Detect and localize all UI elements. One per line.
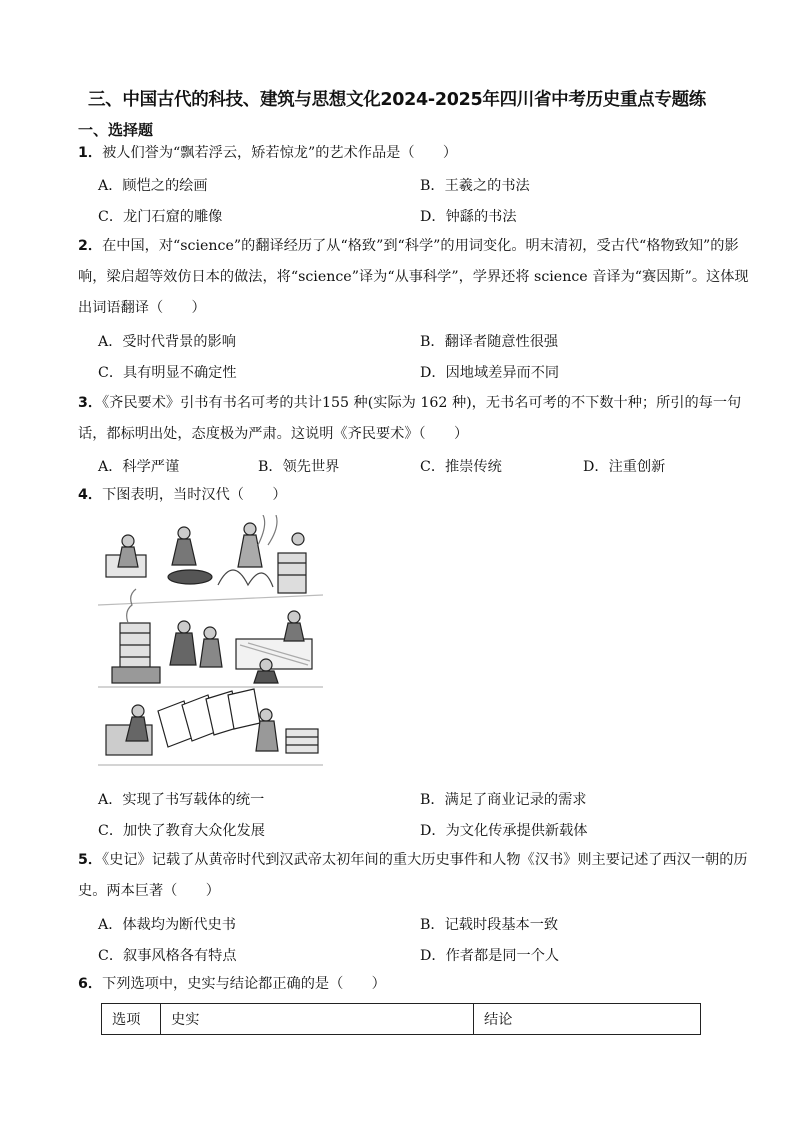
option-b: B．翻译者随意性很强: [420, 334, 559, 350]
question-number: 4．: [78, 487, 103, 503]
question-number: 2．: [78, 238, 103, 254]
question-stem: 在中国，对“science”的翻译经历了从“格致”到“科学”的用词变化。明末清初，受古代“格物致知”的影响，梁启超等效仿日本的做法，将“science”译为“从事科学”，学界还将 science 音译为“赛因斯”。这体现出词语翻译（ ）: [78, 238, 749, 316]
option-a: A．科学严谨: [98, 459, 180, 475]
table-header-row: [102, 1004, 701, 1035]
question-stem: 《史记》记载了从黄帝时代到汉武帝太初年间的重大历史事件和人物《汉书》则主要记述了西汉一朝的历史。两本巨著（ ）: [78, 852, 748, 899]
question-5: [78, 845, 750, 907]
option-b: B．满足了商业记录的需求: [420, 792, 587, 808]
table-header-cell: 史实: [161, 1004, 474, 1035]
option-c: C．具有明显不确定性: [98, 365, 237, 381]
table-header-cell: 结论: [474, 1004, 701, 1035]
question-4: [78, 480, 750, 511]
papermaking-illustration: [98, 515, 323, 772]
question-3: [78, 388, 750, 450]
option-a: A．体裁均为断代史书: [98, 917, 236, 933]
option-a: A．顾恺之的绘画: [98, 178, 208, 194]
question-number: 1．: [78, 145, 103, 161]
table-header-cell: 选项: [102, 1004, 161, 1035]
option-c: C．叙事风格各有特点: [98, 948, 237, 964]
option-b: B．王羲之的书法: [420, 178, 530, 194]
option-d: D．注重创新: [583, 459, 666, 475]
option-b: B．领先世界: [258, 459, 340, 475]
question-stem: 《齐民要术》引书有书名可考的共计155 种(实际为 162 种)，无书名可考的不下数十种；所引的每一句话，都标明出处，态度极为严肃。这说明《齐民要术》（ ）: [78, 395, 742, 442]
question-number: 6．: [78, 976, 103, 992]
option-b: B．记载时段基本一致: [420, 917, 559, 933]
option-a: A．实现了书写载体的统一: [98, 792, 265, 808]
question-6: [78, 969, 750, 1000]
question-stem: 下图表明，当时汉代（ ）: [102, 487, 287, 503]
option-d: D．为文化传承提供新载体: [420, 823, 588, 839]
option-d: D．作者都是同一个人: [420, 948, 560, 964]
option-c: C．加快了教育大众化发展: [98, 823, 265, 839]
option-d: D．因地域差异而不同: [420, 365, 560, 381]
section-heading: 一、选择题: [78, 121, 154, 139]
question-2: [78, 231, 750, 324]
option-a: A．受时代背景的影响: [98, 334, 236, 350]
option-c: C．龙门石窟的雕像: [98, 209, 223, 225]
question-6-table: [101, 1003, 701, 1035]
question-number: 3．: [78, 395, 103, 411]
option-d: D．钟繇的书法: [420, 209, 517, 225]
option-c: C．推崇传统: [420, 459, 502, 475]
page-title: 三、中国古代的科技、建筑与思想文化2024-2025年四川省中考历史重点专题练: [88, 90, 706, 110]
question-stem: 下列选项中，史实与结论都正确的是（ ）: [102, 976, 386, 992]
question-stem: 被人们誉为“飘若浮云，矫若惊龙”的艺术作品是（ ）: [102, 145, 458, 161]
question-number: 5．: [78, 852, 103, 868]
question-1: [78, 138, 750, 169]
